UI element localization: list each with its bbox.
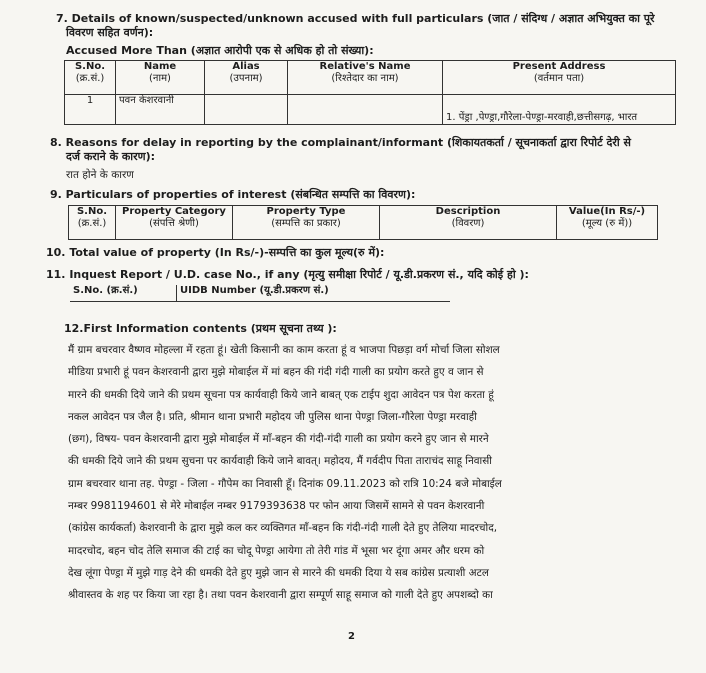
section-8-title-line1: 8. Reasons for delay in reporting by the complainant/informant (शिकायतकर्ता / सूचनाकर्ता द्वारा रिपोर्ट देरी से xyxy=(50,136,631,149)
section-7-title xyxy=(56,12,686,40)
text-line: मैं ग्राम बचरवार वैष्णव मोहल्ला में रहता हूं। खेती किसानी का काम करता हूं व भाजपा पिछड़ा वर्ग मोर्चा जिला सोशल xyxy=(68,344,500,356)
text-line: मारने की धमकी दिये जाने की प्रथम सूचना पत्र कार्यवाही किये जाने बाबत् एक टाईप शुदा आवेदन पत्र पेश करता हूं xyxy=(68,388,494,401)
col-alias: Alias (उपनाम) xyxy=(205,61,288,95)
text-line: मीडिया प्रभारी हूं पवन केशरवानी द्वारा मुझे मोबाईल में मां बहन की गंदी गंदी गाली का प्रयोग करते हुए व जान से xyxy=(68,366,484,379)
text-line: की धमकी दिये जाने की प्रथम सुचना पर कार्यवाही किये जाने बावत्। महोदय, मैं गर्वदीप पिता ताराचंद साहू निवासी xyxy=(68,455,492,468)
text-line: (कांग्रेस कार्यकर्ता) केशरवानी के द्वारा मुझे कल कर व्यक्तिगत माँ-बहन कि गंदी-गंदी गाली देते हुए तेलिया मादरचोद, xyxy=(68,522,498,535)
text-line: मादरचोद, बहन चोद तेलि समाज की टाई का चोदू पेण्ड्रा आयेगा तो तेरी गांड में भूसा भर दूंगा अमर और धरम को xyxy=(68,544,485,557)
col-relative: Relative's Name (रिश्तेदार का नाम) xyxy=(288,61,443,95)
col-description: Description (विवरण) xyxy=(380,206,557,240)
section-9-title: 9. Particulars of properties of interest (संबन्धित सम्पत्ति का विवरण): xyxy=(50,188,416,201)
cell-name: पवन केशरवानी xyxy=(116,95,205,125)
page-number: 2 xyxy=(348,631,355,642)
col-value: Value(In Rs/-) (मूल्य (रु में)) xyxy=(557,206,658,240)
col-address: Present Address (वर्तमान पता) xyxy=(443,61,676,95)
cell-address: 1. पेंड्रा ,पेण्ड्रा,गौरेला-पेण्ड्रा-मरवाही,छत्तीसगढ़, भारत xyxy=(443,95,676,125)
delay-reason: रात होने के कारण xyxy=(66,169,134,181)
section-7-title-line1: 7. Details of known/suspected/unknown accused with full particulars (जात / संदिग्ध / अज्ञात अभियुक्त का पूरे xyxy=(56,12,655,25)
section-8-title-line2: दर्ज कराने के कारण): xyxy=(66,150,156,163)
section-7-title-line2: विवरण सहित वर्णन): xyxy=(66,26,154,39)
section-12-title: 12.First Information contents (प्रथम सूचना तथ्य ): xyxy=(64,322,337,335)
text-line: नम्बर 9981194601 से मेरे मोबाईल नम्बर 9179393638 पर फोन आया जिसमें सामने से पवन केशरवानी xyxy=(68,500,485,513)
col-name: Name (नाम) xyxy=(116,61,205,95)
text-line: नकल आवेदन पत्र जैल है। प्रति, श्रीमान थाना प्रभारी महोदय जी पुलिस थाना पेण्ड्रा जिला-गौरेला पेण्ड्रा मरवाही xyxy=(68,410,477,423)
section-8-title xyxy=(50,136,690,164)
accused-count-label: Accused More Than (अज्ञात आरोपी एक से अधिक हो तो संख्या): xyxy=(66,44,374,57)
col-uidb: UIDB Number (यू.डी.प्रकरण सं.) xyxy=(177,285,451,301)
col-category: Property Category (संपत्ति श्रेणी) xyxy=(116,206,233,240)
section-11-title: 11. Inquest Report / U.D. case No., if any (मृत्यु समीक्षा रिपोर्ट / यू.डी.प्रकरण सं., यदि कोई हो ): xyxy=(46,268,529,281)
text-line: देख लूंगा पेण्ड्रा में मुझे गाड़ देने की धमकी देते हुए मुझे जान से मारने की धमकी दिया ये सब कांग्रेस प्रत्याशी अटल xyxy=(68,566,489,579)
property-table xyxy=(68,205,658,240)
table-row xyxy=(65,95,676,125)
first-information-text xyxy=(68,339,656,607)
text-line: (छग), विषय- पवन केशरवानी द्वारा मुझे मोबाईल में माँ-बहन की गंदी-गंदी गाली का प्रयोग करने हुए जान से मारने xyxy=(68,433,489,446)
inquest-table xyxy=(70,285,450,302)
text-line: ग्राम बचरवार थाना तह. पेण्ड्रा - जिला - गौपेम का निवासी हूँ। दिनांक 09.11.2023 को रात्रि 10:24 बजे मोबाईल xyxy=(68,477,502,490)
accused-table xyxy=(64,60,676,125)
col-type: Property Type (सम्पत्ति का प्रकार) xyxy=(233,206,380,240)
cell-alias xyxy=(205,95,288,125)
col-sno: S.No. (क्र.सं.) xyxy=(70,285,177,301)
text-line: श्रीवास्तव के शह पर किया जा रहा है। तथा पवन केशरवानी द्वारा सम्पूर्ण साहू समाज को गाली देते हुए अपशब्दो का xyxy=(68,589,493,602)
cell-relative xyxy=(288,95,443,125)
col-sno: S.No. (क्र.सं.) xyxy=(65,61,116,95)
section-10-title: 10. Total value of property (In Rs/-)-सम्पत्ति का कुल मूल्य(रु में): xyxy=(46,246,385,259)
col-sno: S.No. (क्र.सं.) xyxy=(69,206,116,240)
cell-sno: 1 xyxy=(65,95,116,125)
